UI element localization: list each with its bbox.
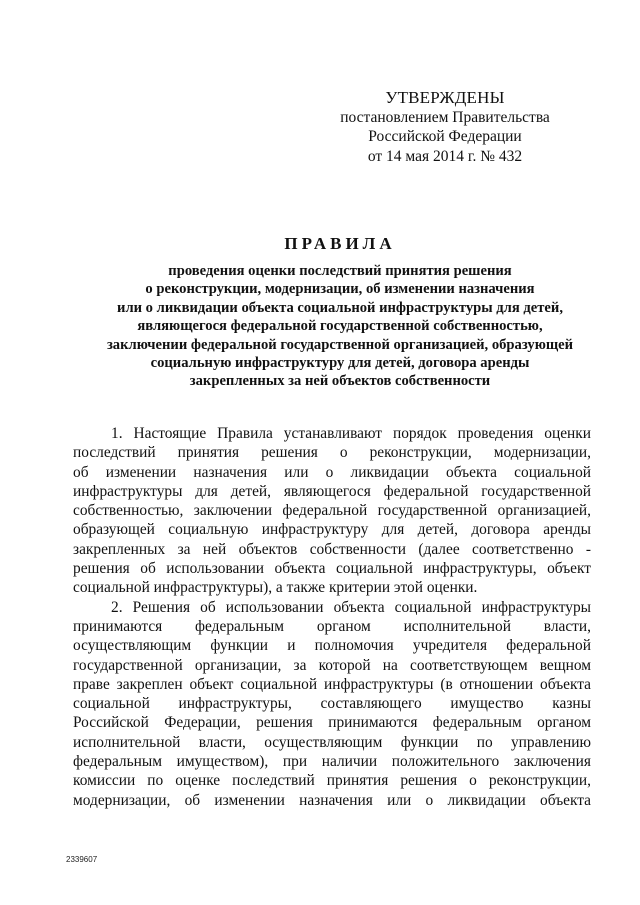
paragraph-1-line: закрепленных за ней объектов собственности (далее соответственно - (73, 540, 591, 558)
paragraph-2-line: принимаются федеральным органом исполнительной власти, (73, 617, 591, 635)
paragraph-2-line: Российской Федерации, решения принимаются федеральным органом (73, 714, 591, 732)
subtitle-line: или о ликвидации объекта социальной инфраструктуры для детей, (117, 299, 563, 316)
paragraph-2-line: праве закреплен объект социальной инфраструктуры (в отношении объекта (73, 675, 591, 693)
paragraph-1-line: решения об использовании объекта социальной инфраструктуры, объект (73, 560, 591, 578)
paragraph-2-line: государственной организации, за которой на соответствующем вещном (73, 656, 591, 674)
approval-line-2: Российской Федерации (368, 128, 522, 145)
paragraph-1-line: инфраструктуры для детей, являющегося федеральной государственной (73, 482, 591, 500)
paragraph-1-line: образующей социальную инфраструктуру для детей, договора аренды (73, 521, 591, 539)
approval-block (300, 88, 590, 166)
paragraph-2-line: модернизации, об изменении назначения или о ликвидации объекта (73, 791, 591, 809)
paragraph-1-line: собственностью, заключении федеральной государственной организацией, (73, 502, 591, 520)
paragraph-1-line: 1. Настоящие Правила устанавливают порядок проведения оценки (111, 425, 591, 442)
document-code: 2339607 (66, 855, 98, 864)
approval-line-3: от 14 мая 2014 г. № 432 (367, 147, 523, 165)
paragraph-2-line: социальной инфраструктуры, составляющего имущество казны (73, 695, 591, 713)
paragraph-2-line: осуществляющим функции и полномочия учредителя федеральной (73, 637, 591, 655)
approval-heading: УТВЕРЖДЕНЫ (385, 88, 505, 107)
subtitle-line: социальную инфраструктуру для детей, договора аренды (150, 355, 530, 372)
subtitle-line: заключении федеральной государственной организацией, образующей (106, 336, 574, 353)
paragraph-2-line: 2. Решения об использовании объекта социальной инфраструктуры (111, 598, 591, 616)
subtitle-line: проведения оценки последствий принятия решения (168, 263, 512, 279)
subtitle-line: закрепленных за ней объектов собственности (189, 373, 491, 390)
document-title: ПРАВИЛА (284, 234, 396, 253)
subtitle-line: о реконструкции, модернизации, об изменении назначения (145, 281, 535, 298)
document-body (73, 424, 591, 810)
document-subtitle (56, 262, 624, 391)
paragraph-2-line: комиссии по оценке последствий принятия решения о реконструкции, (73, 772, 591, 790)
paragraph-1-line: об изменении назначения или о ликвидации объекта социальной (73, 463, 591, 481)
paragraph-2-line: исполнительной власти, осуществляющим функции по управлению (73, 733, 591, 751)
paragraph-1-line: последствий принятия решения о реконструкции, модернизации, (73, 444, 591, 462)
paragraph-1-line: социальной инфраструктуры), а также критерии этой оценки. (73, 579, 478, 597)
approval-line-1: постановлением Правительства (340, 108, 550, 126)
subtitle-line: являющегося федеральной государственной собственностью, (137, 318, 543, 335)
paragraph-2-line: федеральным имуществом), при наличии положительного заключения (73, 753, 591, 771)
